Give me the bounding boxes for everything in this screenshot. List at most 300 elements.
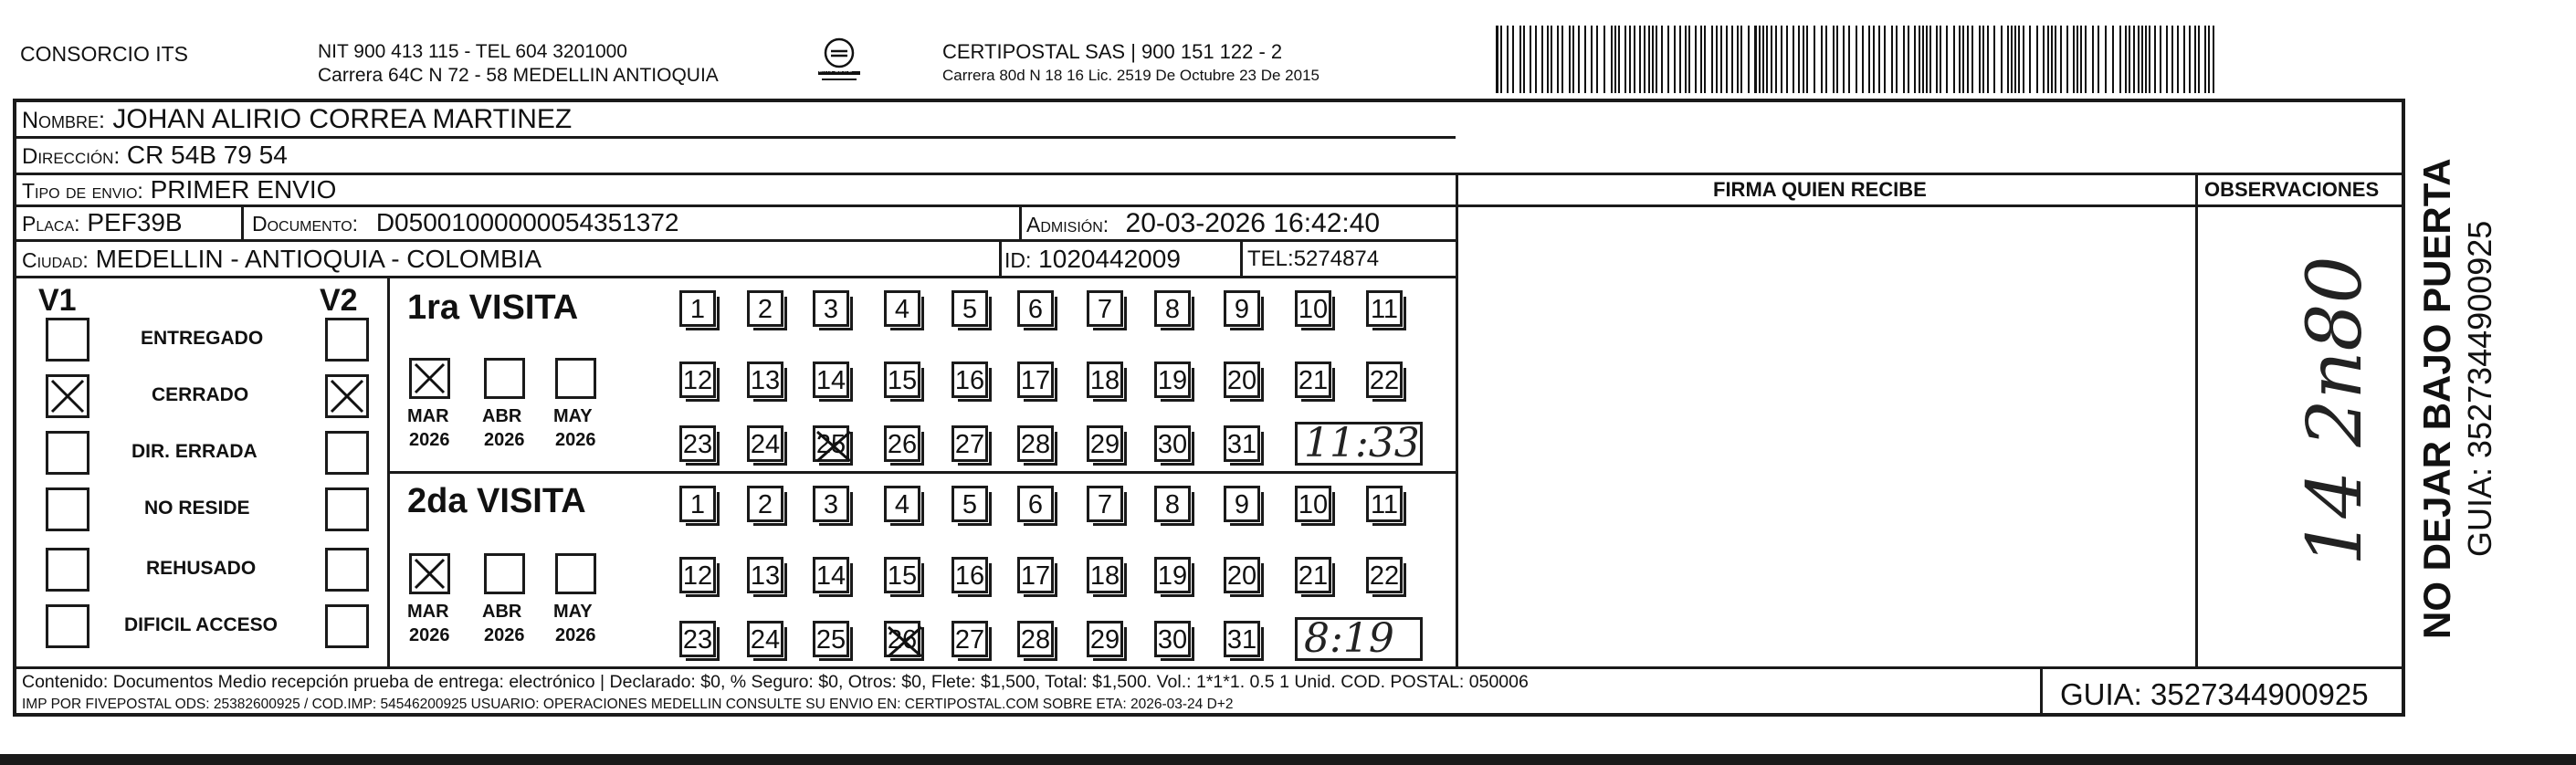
month-checkbox[interactable] <box>409 358 450 399</box>
barcode-bar <box>1500 26 1502 93</box>
barcode-bar <box>1971 26 1973 93</box>
barcode-bar <box>1639 26 1641 93</box>
month-label: MAR <box>407 406 449 426</box>
day-box[interactable]: 9 <box>1224 290 1260 327</box>
day-box[interactable]: 3 <box>813 486 849 522</box>
barcode-bar <box>1557 26 1559 93</box>
barcode-bar <box>1922 26 1924 93</box>
month-label: ABR <box>482 406 522 426</box>
barcode-bar <box>1685 26 1687 93</box>
frame-top <box>13 99 2403 102</box>
barcode-bar <box>1825 26 1827 93</box>
placa-split <box>241 204 244 241</box>
barcode-bar <box>1748 26 1750 93</box>
barcode-bar <box>2080 26 2082 93</box>
barcode-bar <box>1711 26 1713 93</box>
day-box[interactable]: 27 <box>952 621 988 657</box>
day-box[interactable]: 8 <box>1154 486 1191 522</box>
barcode-bar <box>1530 26 1531 93</box>
frame-left <box>13 99 16 715</box>
row-line-footer <box>13 666 2405 669</box>
status-label: DIFICIL ACCESO <box>124 614 279 635</box>
barcode-bar <box>1806 26 1808 93</box>
barcode-bar <box>1644 26 1645 93</box>
barcode-bar <box>1891 26 1893 93</box>
barcode-bar <box>1591 26 1593 93</box>
barcode-bar <box>1661 26 1663 93</box>
barcode-bar <box>1873 26 1875 93</box>
tel-label: TEL: <box>1247 246 1294 271</box>
year-label: 2026 <box>555 430 596 450</box>
barcode-bar <box>1786 26 1788 93</box>
barcode-bar <box>1919 26 1920 93</box>
barcode-bar <box>2160 26 2161 93</box>
ciudad-value: MEDELLIN - ANTIOQUIA - COLOMBIA <box>95 245 542 273</box>
firma-header: FIRMA QUIEN RECIBE <box>1713 178 1927 201</box>
side-warning: NO DEJAR BAJO PUERTA <box>2415 158 2458 639</box>
barcode-bar <box>1507 26 1509 93</box>
frame-bottom <box>13 713 2405 717</box>
day-box[interactable]: 1 <box>679 290 716 327</box>
day-box[interactable]: 11 <box>1366 486 1403 522</box>
day-box[interactable]: 15 <box>884 362 920 398</box>
barcode-bar <box>2105 26 2107 93</box>
barcode-bar <box>2189 26 2191 93</box>
barcode-bar <box>2125 26 2127 93</box>
barcode-bar <box>1561 26 1563 93</box>
day-box[interactable]: 12 <box>679 362 716 398</box>
barcode-bar <box>2098 26 2099 93</box>
barcode-bar <box>1603 26 1605 93</box>
barcode-bar <box>2112 26 2114 93</box>
month-checkbox[interactable] <box>484 358 525 399</box>
barcode-bar <box>1572 26 1574 93</box>
frame-right <box>2402 99 2405 715</box>
v1-checkbox[interactable] <box>46 431 89 475</box>
barcode-bar <box>2177 26 2179 93</box>
year-label: 2026 <box>484 430 525 450</box>
id-value: 1020442009 <box>1038 245 1181 273</box>
barcode-bar <box>2036 26 2038 93</box>
barcode-bar <box>1959 26 1961 93</box>
day-box[interactable]: 1 <box>679 486 716 522</box>
day-box[interactable]: 9 <box>1224 486 1260 522</box>
day-box[interactable]: 12 <box>679 557 716 593</box>
barcode-bar <box>1551 26 1552 93</box>
id-split <box>999 239 1002 278</box>
barcode-bar <box>1759 26 1761 93</box>
barcode-bar <box>1731 26 1733 93</box>
day-box[interactable]: 7 <box>1087 290 1123 327</box>
barcode-bar <box>1766 26 1768 93</box>
barcode-bar <box>2166 26 2168 93</box>
day-box[interactable]: 13 <box>747 362 783 398</box>
v2-checkbox[interactable] <box>325 487 369 531</box>
day-box[interactable]: 29 <box>1087 621 1123 657</box>
barcode-bar <box>1679 26 1681 93</box>
barcode-bar <box>1953 26 1955 93</box>
year-label: 2026 <box>409 625 450 645</box>
barcode-bar <box>1624 26 1626 93</box>
barcode-bar <box>1512 26 1514 93</box>
barcode-bar <box>1648 26 1650 93</box>
day-box[interactable]: 6 <box>1017 486 1054 522</box>
admision-field <box>1026 210 1380 237</box>
barcode-bar <box>1798 26 1800 93</box>
barcode-bar <box>2029 26 2031 93</box>
admision-label: Admisión: <box>1026 213 1109 236</box>
barcode-bar <box>2023 26 2024 93</box>
visit-time: 8:19 <box>1304 615 1394 662</box>
day-strike <box>887 624 923 668</box>
barcode-bar <box>1541 26 1543 93</box>
day-box[interactable]: 24 <box>747 425 783 462</box>
month-checkbox[interactable] <box>555 358 596 399</box>
barcode-bar <box>1962 26 1964 93</box>
barcode <box>1494 26 2224 93</box>
day-box[interactable]: 4 <box>884 290 920 327</box>
documento-value: D05001000000054351372 <box>375 208 679 236</box>
barcode-bar <box>1754 26 1757 93</box>
barcode-bar <box>1629 26 1631 93</box>
barcode-bar <box>1535 26 1537 93</box>
visit-time: 11:33 <box>1304 420 1420 466</box>
barcode-bar <box>1903 26 1905 93</box>
barcode-bar <box>1833 26 1835 93</box>
barcode-bar <box>1982 26 1984 93</box>
row-line-2 <box>13 173 2405 175</box>
v2-checkbox[interactable] <box>325 548 369 592</box>
year-label: 2026 <box>484 625 525 645</box>
v2-checkbox[interactable] <box>325 318 369 362</box>
v1-checkbox[interactable] <box>46 604 89 648</box>
v1-checkbox[interactable] <box>46 374 89 418</box>
day-box[interactable]: 18 <box>1087 362 1123 398</box>
barcode-bar <box>1775 26 1777 93</box>
documento-field <box>252 210 679 236</box>
day-box[interactable]: 14 <box>813 557 849 593</box>
barcode-bar <box>1884 26 1886 93</box>
direccion-value: CR 54B 79 54 <box>126 141 288 169</box>
admision-value: 20-03-2026 16:42:40 <box>1125 208 1381 238</box>
day-box[interactable]: 29 <box>1087 425 1123 462</box>
barcode-bar <box>1803 26 1804 93</box>
nombre-label: Nombre: <box>22 108 106 133</box>
barcode-bar <box>1940 26 1941 93</box>
barcode-bar <box>2014 26 2016 93</box>
day-box[interactable]: 31 <box>1224 425 1260 462</box>
barcode-bar <box>1614 26 1616 93</box>
day-box[interactable]: 19 <box>1154 362 1191 398</box>
observaciones-left-line <box>2195 173 2198 668</box>
visit-split <box>387 471 1457 474</box>
placa-label: Placa: <box>22 212 80 236</box>
barcode-bar <box>2001 26 2003 93</box>
direccion-label: Dirección: <box>22 144 121 169</box>
placa-value: PEF39B <box>87 208 183 236</box>
day-box[interactable]: 23 <box>679 621 716 657</box>
barcode-bar <box>1634 26 1635 93</box>
ciudad-field <box>22 246 541 272</box>
barcode-bar <box>1856 26 1857 93</box>
day-box[interactable]: 17 <box>1017 557 1054 593</box>
barcode-bar <box>2138 26 2140 93</box>
barcode-bar <box>1868 26 1870 93</box>
v1-checkbox[interactable] <box>46 548 89 592</box>
barcode-bar <box>2119 26 2121 93</box>
day-box[interactable]: 15 <box>884 557 920 593</box>
barcode-bar <box>2092 26 2094 93</box>
day-box[interactable]: 31 <box>1224 621 1260 657</box>
barcode-bar <box>1720 26 1722 93</box>
barcode-bar <box>1946 26 1948 93</box>
barcode-bar <box>1547 26 1549 93</box>
day-box[interactable]: 21 <box>1295 362 1331 398</box>
barcode-bar <box>1667 26 1669 93</box>
side-guia: GUIA: 3527344900925 <box>2461 220 2498 557</box>
day-box[interactable]: 28 <box>1017 621 1054 657</box>
firma-left-line <box>1456 173 1458 668</box>
day-box[interactable]: 10 <box>1295 486 1331 522</box>
barcode-bar <box>2171 26 2173 93</box>
barcode-bar <box>1596 26 1598 93</box>
month-checkbox[interactable] <box>555 553 596 594</box>
barcode-bar <box>1656 26 1657 93</box>
barcode-bar <box>1695 26 1697 93</box>
barcode-bar <box>1896 26 1898 93</box>
visit2-title: 2da VISITA <box>407 482 586 520</box>
barcode-bar <box>1652 26 1654 93</box>
day-box[interactable]: 26 <box>884 425 920 462</box>
barcode-bar <box>1814 26 1815 93</box>
day-box[interactable]: 16 <box>952 362 988 398</box>
barcode-bar <box>2183 26 2185 93</box>
year-label: 2026 <box>409 430 450 450</box>
day-box[interactable]: 20 <box>1224 362 1260 398</box>
barcode-bar <box>2154 26 2156 93</box>
footer-line-1: Contenido: Documentos Medio recepción prueba de entrega: electrónico | Declarado: $0, % Seguro: $0, Otros: $0, Flete: $1,500, Total: $1,500. Vol.: 1*1*1. 0.5 1 Unid. COD. POSTAL: 050006 <box>22 672 1529 692</box>
status-label: DIR. ERRADA <box>131 441 258 462</box>
day-box[interactable]: 10 <box>1295 290 1331 327</box>
status-label: NO RESIDE <box>144 498 250 519</box>
company-address: Carrera 64C N 72 - 58 MEDELLIN ANTIOQUIA <box>318 65 719 86</box>
barcode-bar <box>1836 26 1838 93</box>
barcode-bar <box>2073 26 2075 93</box>
company-name: CONSORCIO ITS <box>20 42 189 66</box>
barcode-bar <box>1519 26 1521 93</box>
barcode-bar <box>2149 26 2150 93</box>
day-box[interactable]: 25 <box>813 425 849 462</box>
status-label: REHUSADO <box>146 558 257 579</box>
day-box[interactable]: 20 <box>1224 557 1260 593</box>
barcode-bar <box>2060 26 2062 93</box>
day-box[interactable]: 19 <box>1154 557 1191 593</box>
tel-split <box>1240 239 1243 278</box>
month-checkbox[interactable] <box>409 553 450 594</box>
barcode-bar <box>1821 26 1823 93</box>
day-box[interactable]: 13 <box>747 557 783 593</box>
visit1-title: 1ra VISITA <box>407 288 579 327</box>
v2-checkbox[interactable] <box>325 431 369 475</box>
barcode-bar <box>2208 26 2210 93</box>
day-box[interactable]: 8 <box>1154 290 1191 327</box>
barcode-bar <box>2085 26 2087 93</box>
month-label: ABR <box>482 602 522 622</box>
barcode-bar <box>2145 26 2147 93</box>
barcode-bar <box>1737 26 1739 93</box>
barcode-bar <box>1716 26 1718 93</box>
observaciones-header: OBSERVACIONES <box>2204 178 2380 201</box>
barcode-bar <box>2129 26 2130 93</box>
day-box[interactable]: 22 <box>1366 557 1403 593</box>
barcode-bar <box>1967 26 1969 93</box>
barcode-bar <box>1987 26 1989 93</box>
day-box[interactable]: 6 <box>1017 290 1054 327</box>
barcode-bar <box>2141 26 2143 93</box>
day-box[interactable]: 3 <box>813 290 849 327</box>
barcode-bar <box>1781 26 1782 93</box>
observaciones-handwriting: 14 2n80 <box>2292 256 2379 566</box>
certipostal-line: CERTIPOSTAL SAS | 900 151 122 - 2 <box>942 40 1283 63</box>
v2-checkbox[interactable] <box>325 604 369 648</box>
nit-line: NIT 900 413 115 - TEL 604 3201000 <box>318 41 627 62</box>
barcode-bar <box>1569 26 1571 93</box>
barcode-bar <box>1929 26 1931 93</box>
month-label: MAR <box>407 602 449 622</box>
day-box[interactable]: 5 <box>952 290 988 327</box>
logo-text: CERTIPOSTAL <box>815 68 853 74</box>
barcode-bar <box>1914 26 1916 93</box>
ciudad-label: Ciudad: <box>22 248 89 272</box>
barcode-bar <box>1926 26 1928 93</box>
status-label: ENTREGADO <box>141 328 264 349</box>
row-line-1 <box>13 136 1456 139</box>
barcode-bar <box>1726 26 1728 93</box>
barcode-bar <box>1704 26 1706 93</box>
barcode-bar <box>1523 26 1525 93</box>
barcode-bar <box>1700 26 1702 93</box>
barcode-bar <box>1584 26 1586 93</box>
barcode-bar <box>1793 26 1794 93</box>
barcode-bar <box>2051 26 2053 93</box>
day-box[interactable]: 2 <box>747 290 783 327</box>
day-box[interactable]: 21 <box>1295 557 1331 593</box>
v1-label: V1 <box>38 283 77 318</box>
nombre-value: JOHAN ALIRIO CORREA MARTINEZ <box>112 104 573 134</box>
day-box[interactable]: 24 <box>747 621 783 657</box>
tel-field <box>1247 248 1379 270</box>
barcode-bar <box>2007 26 2009 93</box>
barcode-bar <box>1936 26 1938 93</box>
month-label: MAY <box>553 406 593 426</box>
day-box[interactable]: 23 <box>679 425 716 462</box>
bottom-band <box>0 754 2576 765</box>
barcode-bar <box>2066 26 2068 93</box>
day-box[interactable]: 27 <box>952 425 988 462</box>
barcode-bar <box>1618 26 1620 93</box>
barcode-bar <box>2043 26 2045 93</box>
barcode-bar <box>1578 26 1580 93</box>
v2-label: V2 <box>320 283 358 318</box>
tipo-value: PRIMER ENVIO <box>150 175 337 204</box>
month-label: MAY <box>553 602 593 622</box>
barcode-bar <box>1674 26 1676 93</box>
barcode-bar <box>1908 26 1909 93</box>
footer-guia: GUIA: 3527344900925 <box>2060 677 2369 711</box>
barcode-bar <box>1878 26 1880 93</box>
barcode-bar <box>1611 26 1613 93</box>
footer-guia-split <box>2040 666 2043 715</box>
day-box[interactable]: 11 <box>1366 290 1403 327</box>
barcode-bar <box>2077 26 2078 93</box>
license-line: Carrera 80d N 18 16 Lic. 2519 De Octubre 23 De 2015 <box>942 67 1320 84</box>
v1-checkbox[interactable] <box>46 487 89 531</box>
id-label: ID: <box>1004 248 1032 272</box>
day-box[interactable]: 22 <box>1366 362 1403 398</box>
year-label: 2026 <box>555 625 596 645</box>
status-label: CERRADO <box>152 384 249 405</box>
day-box[interactable]: 28 <box>1017 425 1054 462</box>
barcode-bar <box>1771 26 1772 93</box>
day-strike <box>815 428 852 473</box>
row-line-3 <box>13 204 2405 207</box>
admision-split <box>1019 204 1022 241</box>
barcode-bar <box>1979 26 1981 93</box>
day-box[interactable]: 16 <box>952 557 988 593</box>
direccion-field <box>22 142 288 168</box>
barcode-bar <box>1848 26 1850 93</box>
day-box[interactable]: 30 <box>1154 621 1191 657</box>
barcode-bar <box>2213 26 2214 93</box>
day-box[interactable]: 7 <box>1087 486 1123 522</box>
tel-value: 5274874 <box>1293 246 1380 271</box>
day-box[interactable]: 5 <box>952 486 988 522</box>
placa-field <box>22 210 183 236</box>
barcode-bar <box>2204 26 2206 93</box>
v1-checkbox[interactable] <box>46 318 89 362</box>
barcode-bar <box>2047 26 2049 93</box>
barcode-bar <box>1843 26 1845 93</box>
v2-checkbox[interactable] <box>325 374 369 418</box>
day-box[interactable]: 2 <box>747 486 783 522</box>
documento-label: Documento: <box>252 212 359 236</box>
day-box[interactable]: 14 <box>813 362 849 398</box>
nombre-field <box>22 106 572 133</box>
day-box[interactable]: 30 <box>1154 425 1191 462</box>
barcode-bar <box>2011 26 2013 93</box>
day-box[interactable]: 18 <box>1087 557 1123 593</box>
tipo-envio-field <box>22 177 336 203</box>
barcode-bar <box>2055 26 2056 93</box>
id-field <box>1004 246 1181 272</box>
barcode-bar <box>2194 26 2196 93</box>
barcode-bar <box>2018 26 2020 93</box>
barcode-bar <box>1862 26 1864 93</box>
barcode-bar <box>1762 26 1764 93</box>
month-checkbox[interactable] <box>484 553 525 594</box>
day-box[interactable]: 17 <box>1017 362 1054 398</box>
footer-line-2: IMP POR FIVEPOSTAL ODS: 25382600925 / COD.IMP: 54546200925 USUARIO: OPERACIONES MEDELLIN CONSULTE SU ENVIO EN: CERTIPOSTAL.COM SOBRE ETA: 2026-03-24 D+2 <box>22 697 1234 712</box>
day-box[interactable]: 4 <box>884 486 920 522</box>
day-box[interactable]: 25 <box>813 621 849 657</box>
barcode-bar <box>1688 26 1690 93</box>
certipostal-logo <box>811 33 867 89</box>
day-box[interactable]: 26 <box>884 621 920 657</box>
barcode-bar <box>2198 26 2200 93</box>
barcode-bar <box>1993 26 1995 93</box>
barcode-bar <box>1740 26 1742 93</box>
barcode-bar <box>2133 26 2135 93</box>
